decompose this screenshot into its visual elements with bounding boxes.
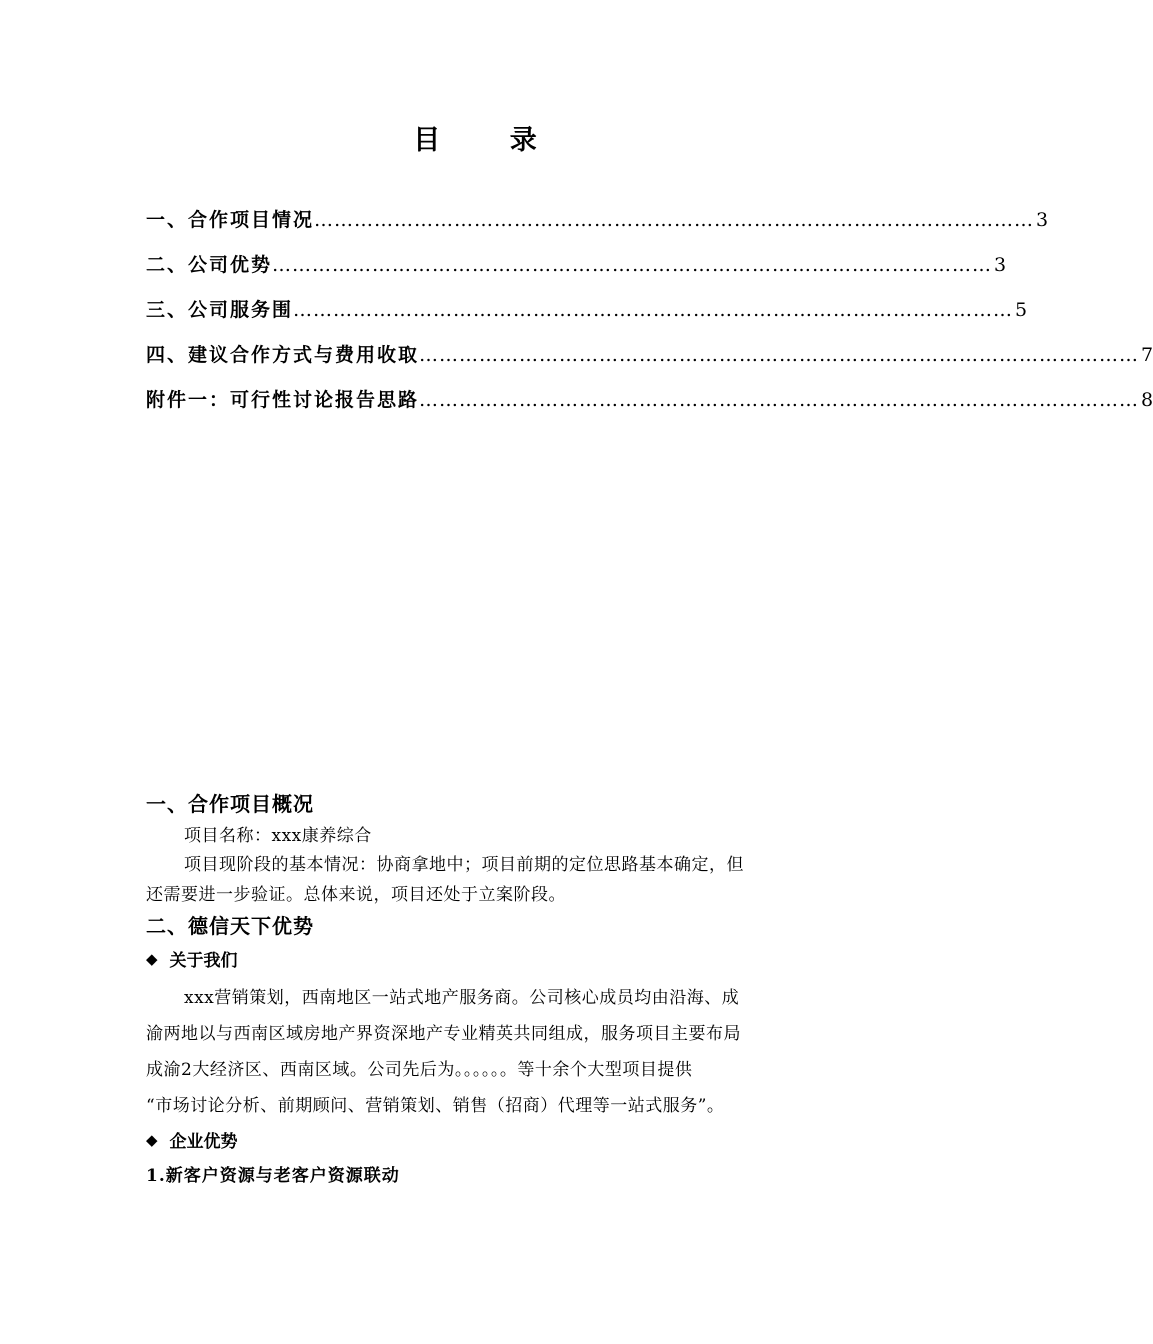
about-us-label: 关于我们 (169, 951, 238, 971)
toc-page-number: 3 (994, 254, 1007, 276)
toc-entry-text: 二、公司优势 (146, 254, 273, 276)
toc-leader: ……………………………………………………………………………………………… (419, 389, 1140, 411)
toc-entry[interactable] (146, 340, 1153, 385)
toc-entry-text: 一、合作项目情况 (146, 209, 315, 231)
section-heading-project-overview: 一、合作项目概况 (146, 792, 314, 816)
diamond-bullet-icon: ◆ (146, 1130, 158, 1149)
project-status-line-2: 还需要进一步验证。总体来说，项目还处于立案阶段。 (146, 885, 566, 905)
toc-entry[interactable] (146, 385, 1153, 430)
toc-leader: ……………………………………………………………………………………………… (314, 209, 1035, 231)
about-us-line-4: “市场讨论分析、前期顾问、营销策划、销售（招商）代理等一站式服务”。 (146, 1096, 725, 1116)
enterprise-advantage-label: 企业优势 (169, 1132, 238, 1152)
toc-entry-text: 三、公司服务围 (146, 299, 294, 321)
section-heading-advantages: 二、德信天下优势 (146, 914, 314, 938)
toc-title: 目 录 (413, 125, 567, 156)
toc-leader: ……………………………………………………………………………………………… (272, 254, 993, 276)
about-us-line-3: 成渝2大经济区、西南区域。公司先后为。。。。。。等十余个大型项目提供 (146, 1060, 693, 1080)
toc-leader: ……………………………………………………………………………………………… (293, 299, 1014, 321)
about-us-heading (146, 946, 238, 971)
enterprise-advantage-heading (146, 1127, 238, 1152)
about-us-line-2: 渝两地以与西南区域房地产界资深地产专业精英共同组成，服务项目主要布局 (146, 1024, 741, 1044)
toc-entry-text: 附件一：可行性讨论报告思路 (146, 389, 420, 411)
toc-entry[interactable] (146, 250, 1007, 295)
table-of-contents (146, 205, 1153, 430)
toc-page-number: 7 (1141, 344, 1153, 366)
diamond-bullet-icon: ◆ (146, 949, 158, 968)
toc-entry-text: 四、建议合作方式与费用收取 (146, 344, 420, 366)
project-status-line-1: 项目现阶段的基本情况：协商拿地中；项目前期的定位思路基本确定，但 (184, 855, 744, 875)
advantage-point-1: 1.新客户资源与老客户资源联动 (146, 1166, 400, 1186)
toc-leader: ……………………………………………………………………………………………… (419, 344, 1140, 366)
project-name-text: 项目名称：xxx康养综合 (184, 826, 372, 846)
toc-entry[interactable] (146, 205, 1049, 250)
about-us-line-1: xxx营销策划，西南地区一站式地产服务商。公司核心成员均由沿海、成 (184, 988, 740, 1008)
toc-page-number: 5 (1015, 299, 1028, 321)
toc-page-number: 3 (1036, 209, 1049, 231)
toc-entry[interactable] (146, 295, 1028, 340)
toc-page-number: 8 (1141, 389, 1153, 411)
